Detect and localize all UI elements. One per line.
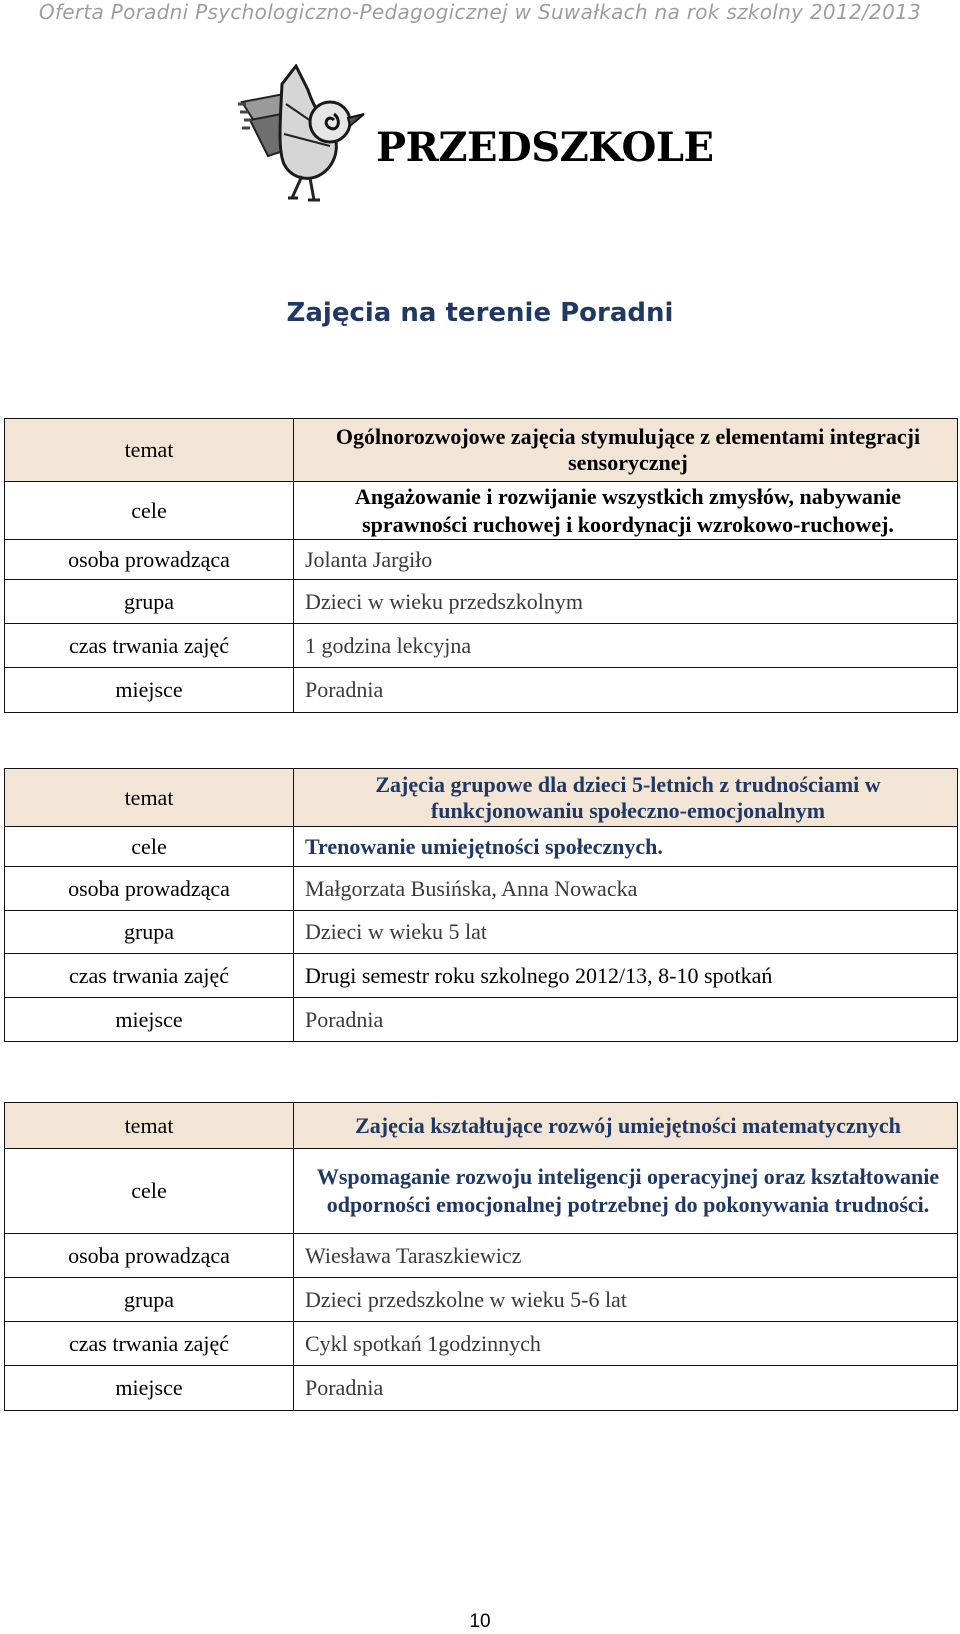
table-row-temat	[5, 769, 958, 827]
miejsce-label: miejsce	[5, 668, 294, 713]
bird-logo-icon	[238, 64, 368, 204]
osoba-value: Małgorzata Busińska, Anna Nowacka	[294, 867, 958, 911]
table-row-czas	[5, 954, 958, 998]
table-row-miejsce	[5, 1366, 958, 1411]
cele-label: cele	[5, 482, 294, 540]
miejsce-value: Poradnia	[294, 668, 958, 713]
table-row-osoba	[5, 867, 958, 911]
table-row-osoba	[5, 540, 958, 580]
table-row-grupa	[5, 580, 958, 624]
offer-table-2	[4, 768, 958, 1042]
cele-label: cele	[5, 1149, 294, 1234]
table-row-temat	[5, 1103, 958, 1149]
temat-label: temat	[5, 769, 294, 827]
grupa-value: Dzieci w wieku przedszkolnym	[294, 580, 958, 624]
page-number: 10	[469, 1611, 491, 1632]
table-row-temat	[5, 419, 958, 482]
grupa-value: Dzieci w wieku 5 lat	[294, 911, 958, 954]
cele-value: Wspomaganie rozwoju inteligencji operacyjnej oraz kształtowanie odporności emocjonalnej potrzebnej do pokonywania trudności.	[294, 1149, 958, 1234]
grupa-value: Dzieci przedszkolne w wieku 5-6 lat	[294, 1278, 958, 1322]
cele-value: Angażowanie i rozwijanie wszystkich zmysłów, nabywanie sprawności ruchowej i koordynacji wzrokowo-ruchowej.	[294, 482, 958, 540]
osoba-value: Jolanta Jargiło	[294, 540, 958, 580]
osoba-label: osoba prowadząca	[5, 540, 294, 580]
table-row-miejsce	[5, 668, 958, 713]
table-row-czas	[5, 1322, 958, 1366]
offer-table-3	[4, 1102, 958, 1411]
temat-value: Zajęcia kształtujące rozwój umiejętności matematycznych	[294, 1103, 958, 1149]
czas-value: Cykl spotkań 1godzinnych	[294, 1322, 958, 1366]
table-row-czas	[5, 624, 958, 668]
cele-value: Trenowanie umiejętności społecznych.	[294, 827, 958, 867]
czas-value: 1 godzina lekcyjna	[294, 624, 958, 668]
table-row-cele	[5, 827, 958, 867]
table-row-miejsce	[5, 998, 958, 1042]
miejsce-value: Poradnia	[294, 1366, 958, 1411]
temat-value: Zajęcia grupowe dla dzieci 5-letnich z trudnościami w funkcjonowaniu społeczno-emocjonalnym	[294, 769, 958, 827]
osoba-label: osoba prowadząca	[5, 867, 294, 911]
miejsce-value: Poradnia	[294, 998, 958, 1042]
section-subtitle: Zajęcia na terenie Poradni	[286, 298, 674, 328]
czas-label: czas trwania zajęć	[5, 954, 294, 998]
miejsce-label: miejsce	[5, 998, 294, 1042]
temat-value: Ogólnorozwojowe zajęcia stymulujące z elementami integracji sensorycznej	[294, 419, 958, 482]
grupa-label: grupa	[5, 580, 294, 624]
table-row-grupa	[5, 1278, 958, 1322]
czas-label: czas trwania zajęć	[5, 624, 294, 668]
table-row-cele	[5, 482, 958, 540]
temat-label: temat	[5, 419, 294, 482]
table-row-cele	[5, 1149, 958, 1234]
temat-label: temat	[5, 1103, 294, 1149]
grupa-label: grupa	[5, 1278, 294, 1322]
osoba-value: Wiesława Taraszkiewicz	[294, 1234, 958, 1278]
grupa-label: grupa	[5, 911, 294, 954]
osoba-label: osoba prowadząca	[5, 1234, 294, 1278]
table-row-osoba	[5, 1234, 958, 1278]
czas-label: czas trwania zajęć	[5, 1322, 294, 1366]
miejsce-label: miejsce	[5, 1366, 294, 1411]
table-row-grupa	[5, 911, 958, 954]
czas-value: Drugi semestr roku szkolnego 2012/13, 8-10 spotkań	[294, 954, 958, 998]
cele-label: cele	[5, 827, 294, 867]
section-title: PRZEDSZKOLE	[376, 124, 714, 171]
offer-table-1	[4, 418, 958, 713]
running-header: Oferta Poradni Psychologiczno-Pedagogicznej w Suwałkach na rok szkolny 2012/2013	[38, 0, 922, 24]
